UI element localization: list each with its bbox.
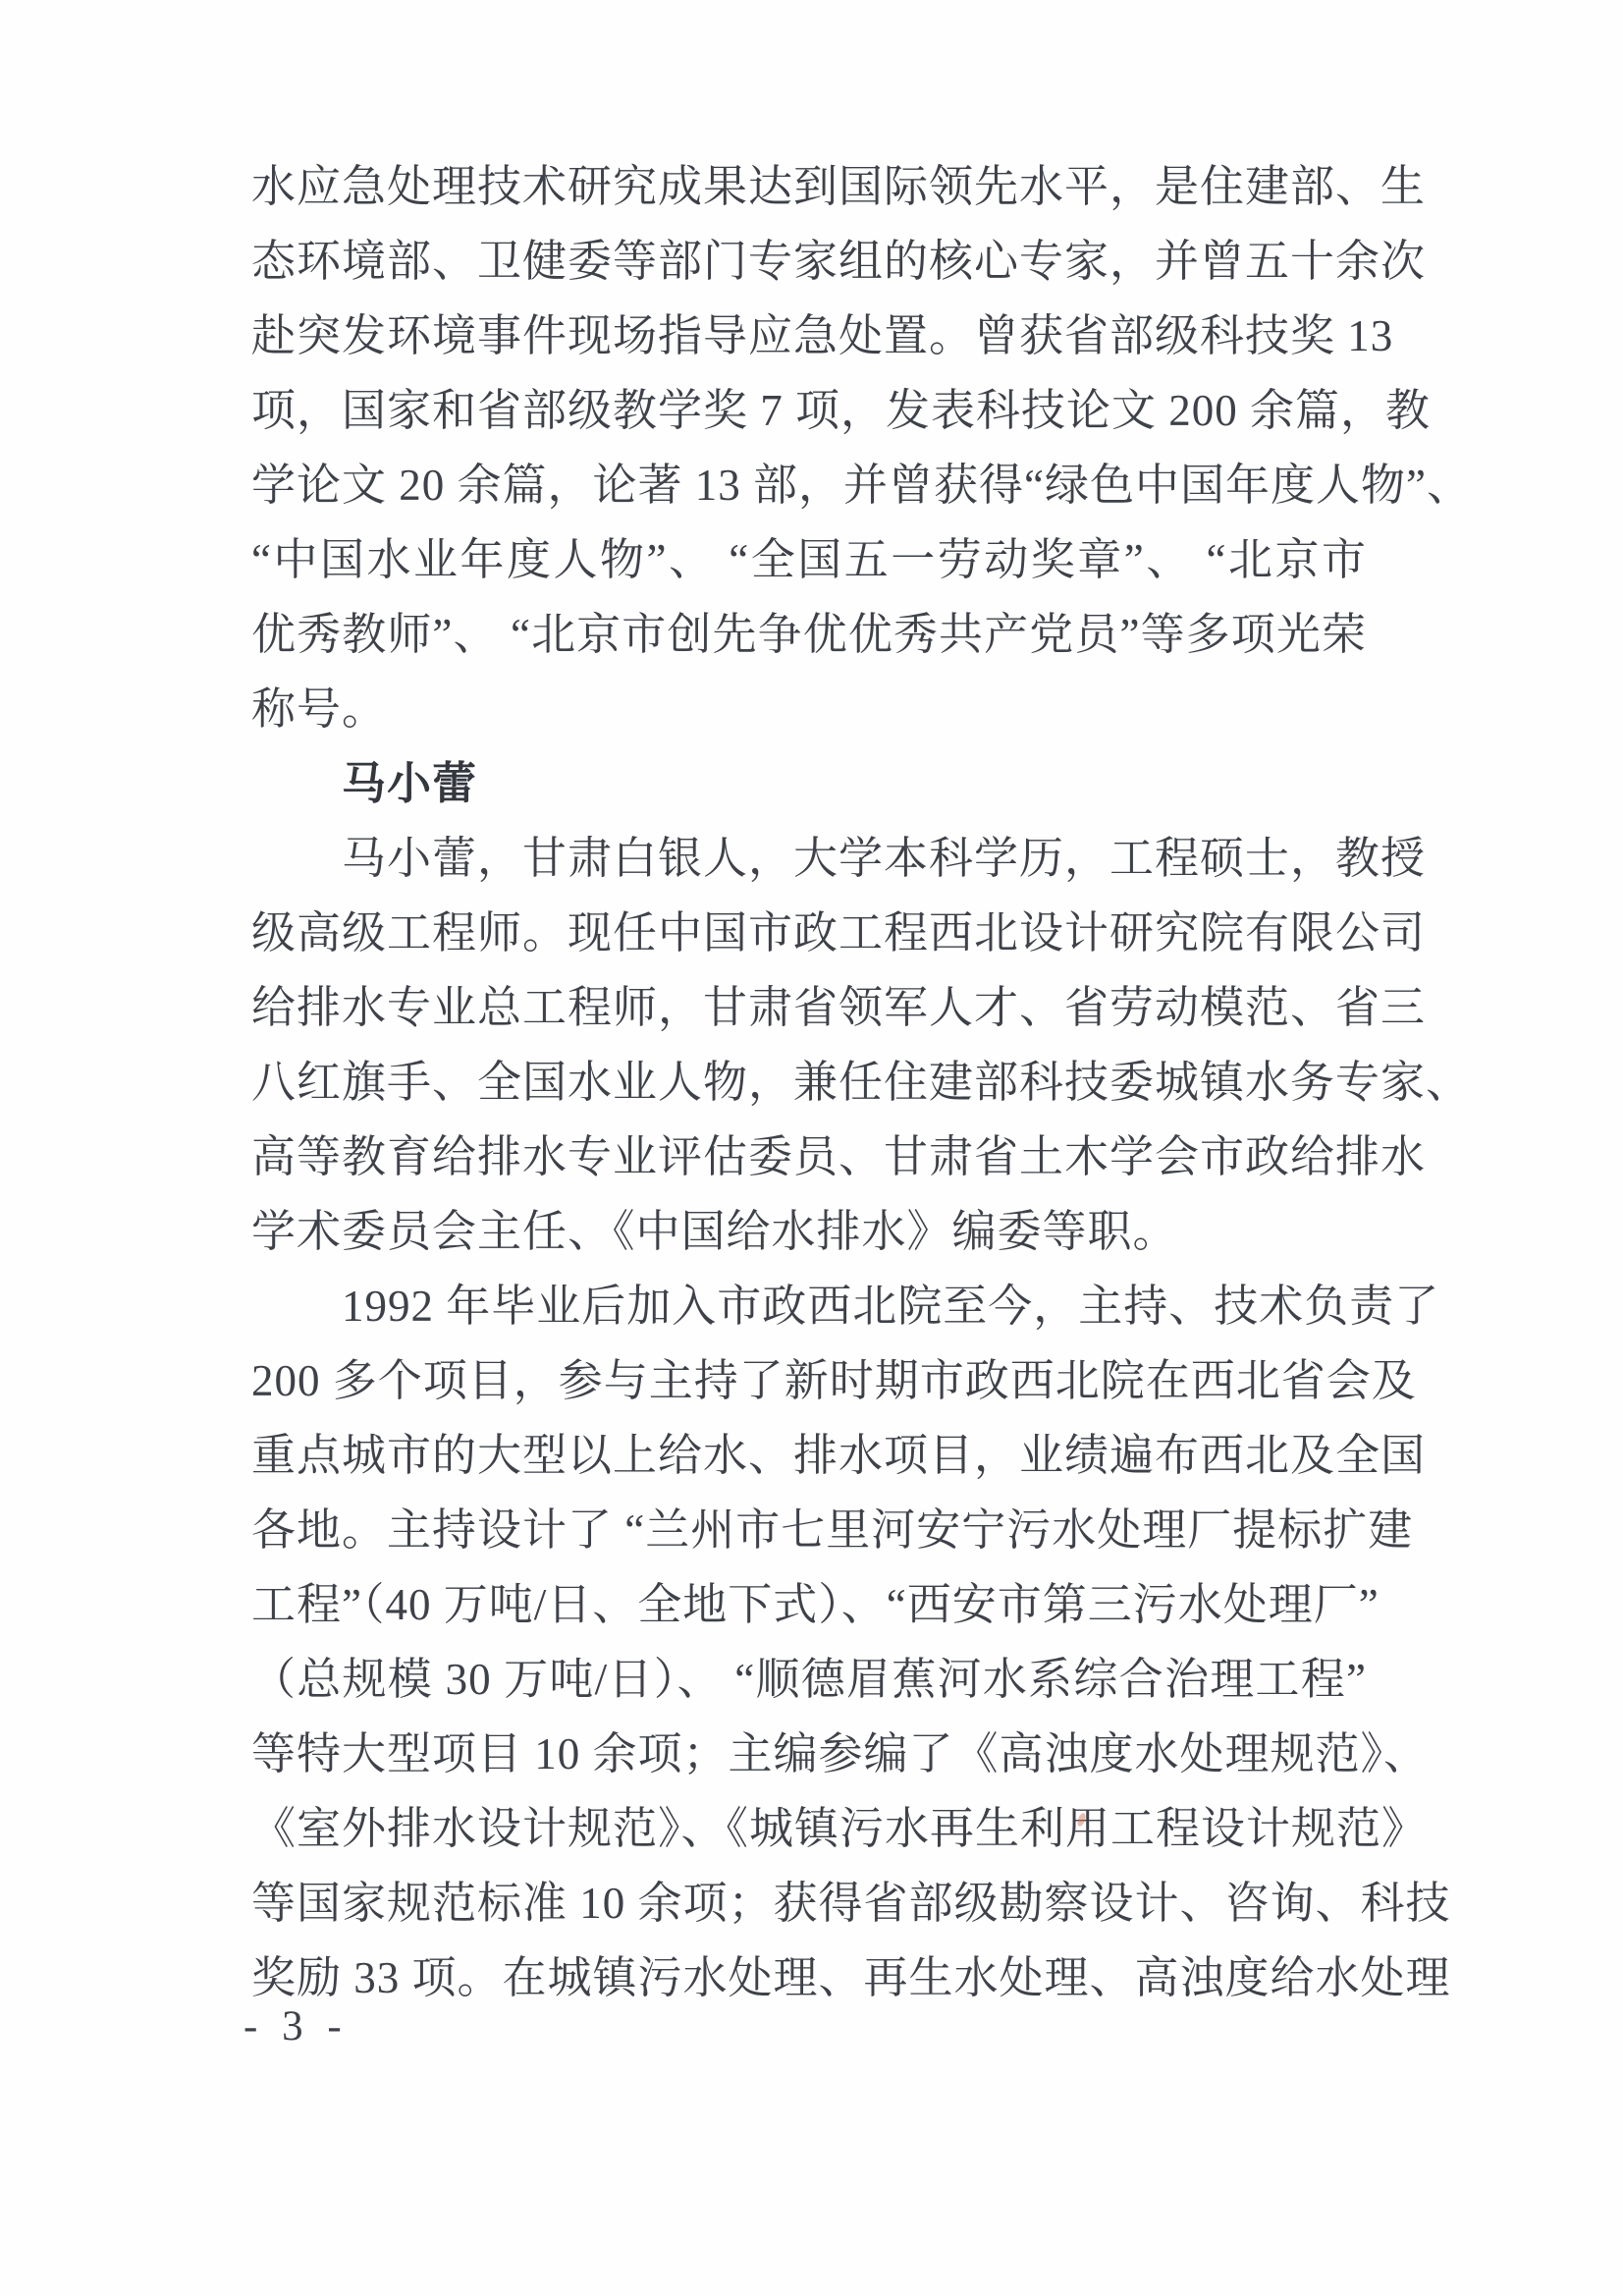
section-heading: 马小蕾 bbox=[342, 759, 478, 808]
body-text-line: 称号。 bbox=[251, 684, 388, 734]
body-text-line: （总规模 30 万吨/日）、 “顺德眉蕉河水系综合治理工程” bbox=[251, 1655, 1367, 1704]
body-text-line: 等特大型项目 10 余项；主编参编了《高浊度水处理规范》、 bbox=[251, 1729, 1430, 1778]
body-text-line: 马小蕾，甘肃白银人，大学本科学历，工程硕士，教授 bbox=[342, 834, 1427, 883]
body-text-line: 八红旗手、全国水业人物，兼任住建部科技委城镇水务专家、 bbox=[251, 1058, 1472, 1107]
body-text-line: 学术委员会主任、《中国给水排水》编委等职。 bbox=[251, 1207, 1178, 1256]
body-text-line: 重点城市的大型以上给水、排水项目，业绩遍布西北及全国 bbox=[251, 1431, 1427, 1480]
body-text-line: 级高级工程师。现任中国市政工程西北设计研究院有限公司 bbox=[251, 908, 1427, 957]
body-text-line: 优秀教师”、 “北京市创先争优优秀共产党员”等多项光荣 bbox=[251, 610, 1367, 659]
body-text-line: 态环境部、卫健委等部门专家组的核心专家，并曾五十余次 bbox=[251, 237, 1427, 286]
body-text-line: 1992 年毕业后加入市政西北院至今，主持、技术负责了 bbox=[342, 1282, 1440, 1331]
body-text-line: 项，国家和省部级教学奖 7 项，发表科技论文 200 余篇，教 bbox=[251, 386, 1432, 435]
body-text-line: 等国家规范标准 10 余项；获得省部级勘察设计、咨询、科技 bbox=[251, 1879, 1451, 1928]
body-text-line: 水应急处理技术研究成果达到国际领先水平，是住建部、生 bbox=[251, 162, 1427, 211]
body-text-line: 200 多个项目，参与主持了新时期市政西北院在西北省会及 bbox=[251, 1356, 1417, 1405]
body-text-line: 赴突发环境事件现场指导应急处置。曾获省部级科技奖 13 bbox=[251, 311, 1394, 360]
body-text-line: 各地。主持设计了 “兰州市七里河安宁污水处理厂提标扩建 bbox=[251, 1505, 1414, 1555]
body-text-line: “中国水业年度人物”、 “全国五一劳动奖章”、 “北京市 bbox=[251, 535, 1367, 584]
page-number: - 3 - bbox=[243, 2003, 349, 2050]
body-text-line: 工程”（40 万吨/日、全地下式）、“西安市第三污水处理厂” bbox=[251, 1580, 1380, 1629]
body-text-line: 《室外排水设计规范》、《城镇污水再生利用工程设计规范》 bbox=[251, 1804, 1428, 1853]
body-text-line: 给排水专业总工程师，甘肃省领军人才、省劳动模范、省三 bbox=[251, 983, 1427, 1032]
body-text-line: 奖励 33 项。在城镇污水处理、再生水处理、高浊度给水处理 bbox=[251, 1953, 1451, 2002]
body-text-line: 高等教育给排水专业评估委员、甘肃省土木学会市政给排水 bbox=[251, 1132, 1427, 1181]
document-body bbox=[251, 149, 1472, 2015]
body-text-line: 学论文 20 余篇，论著 13 部，并曾获得“绿色中国年度人物”、 bbox=[251, 461, 1472, 510]
